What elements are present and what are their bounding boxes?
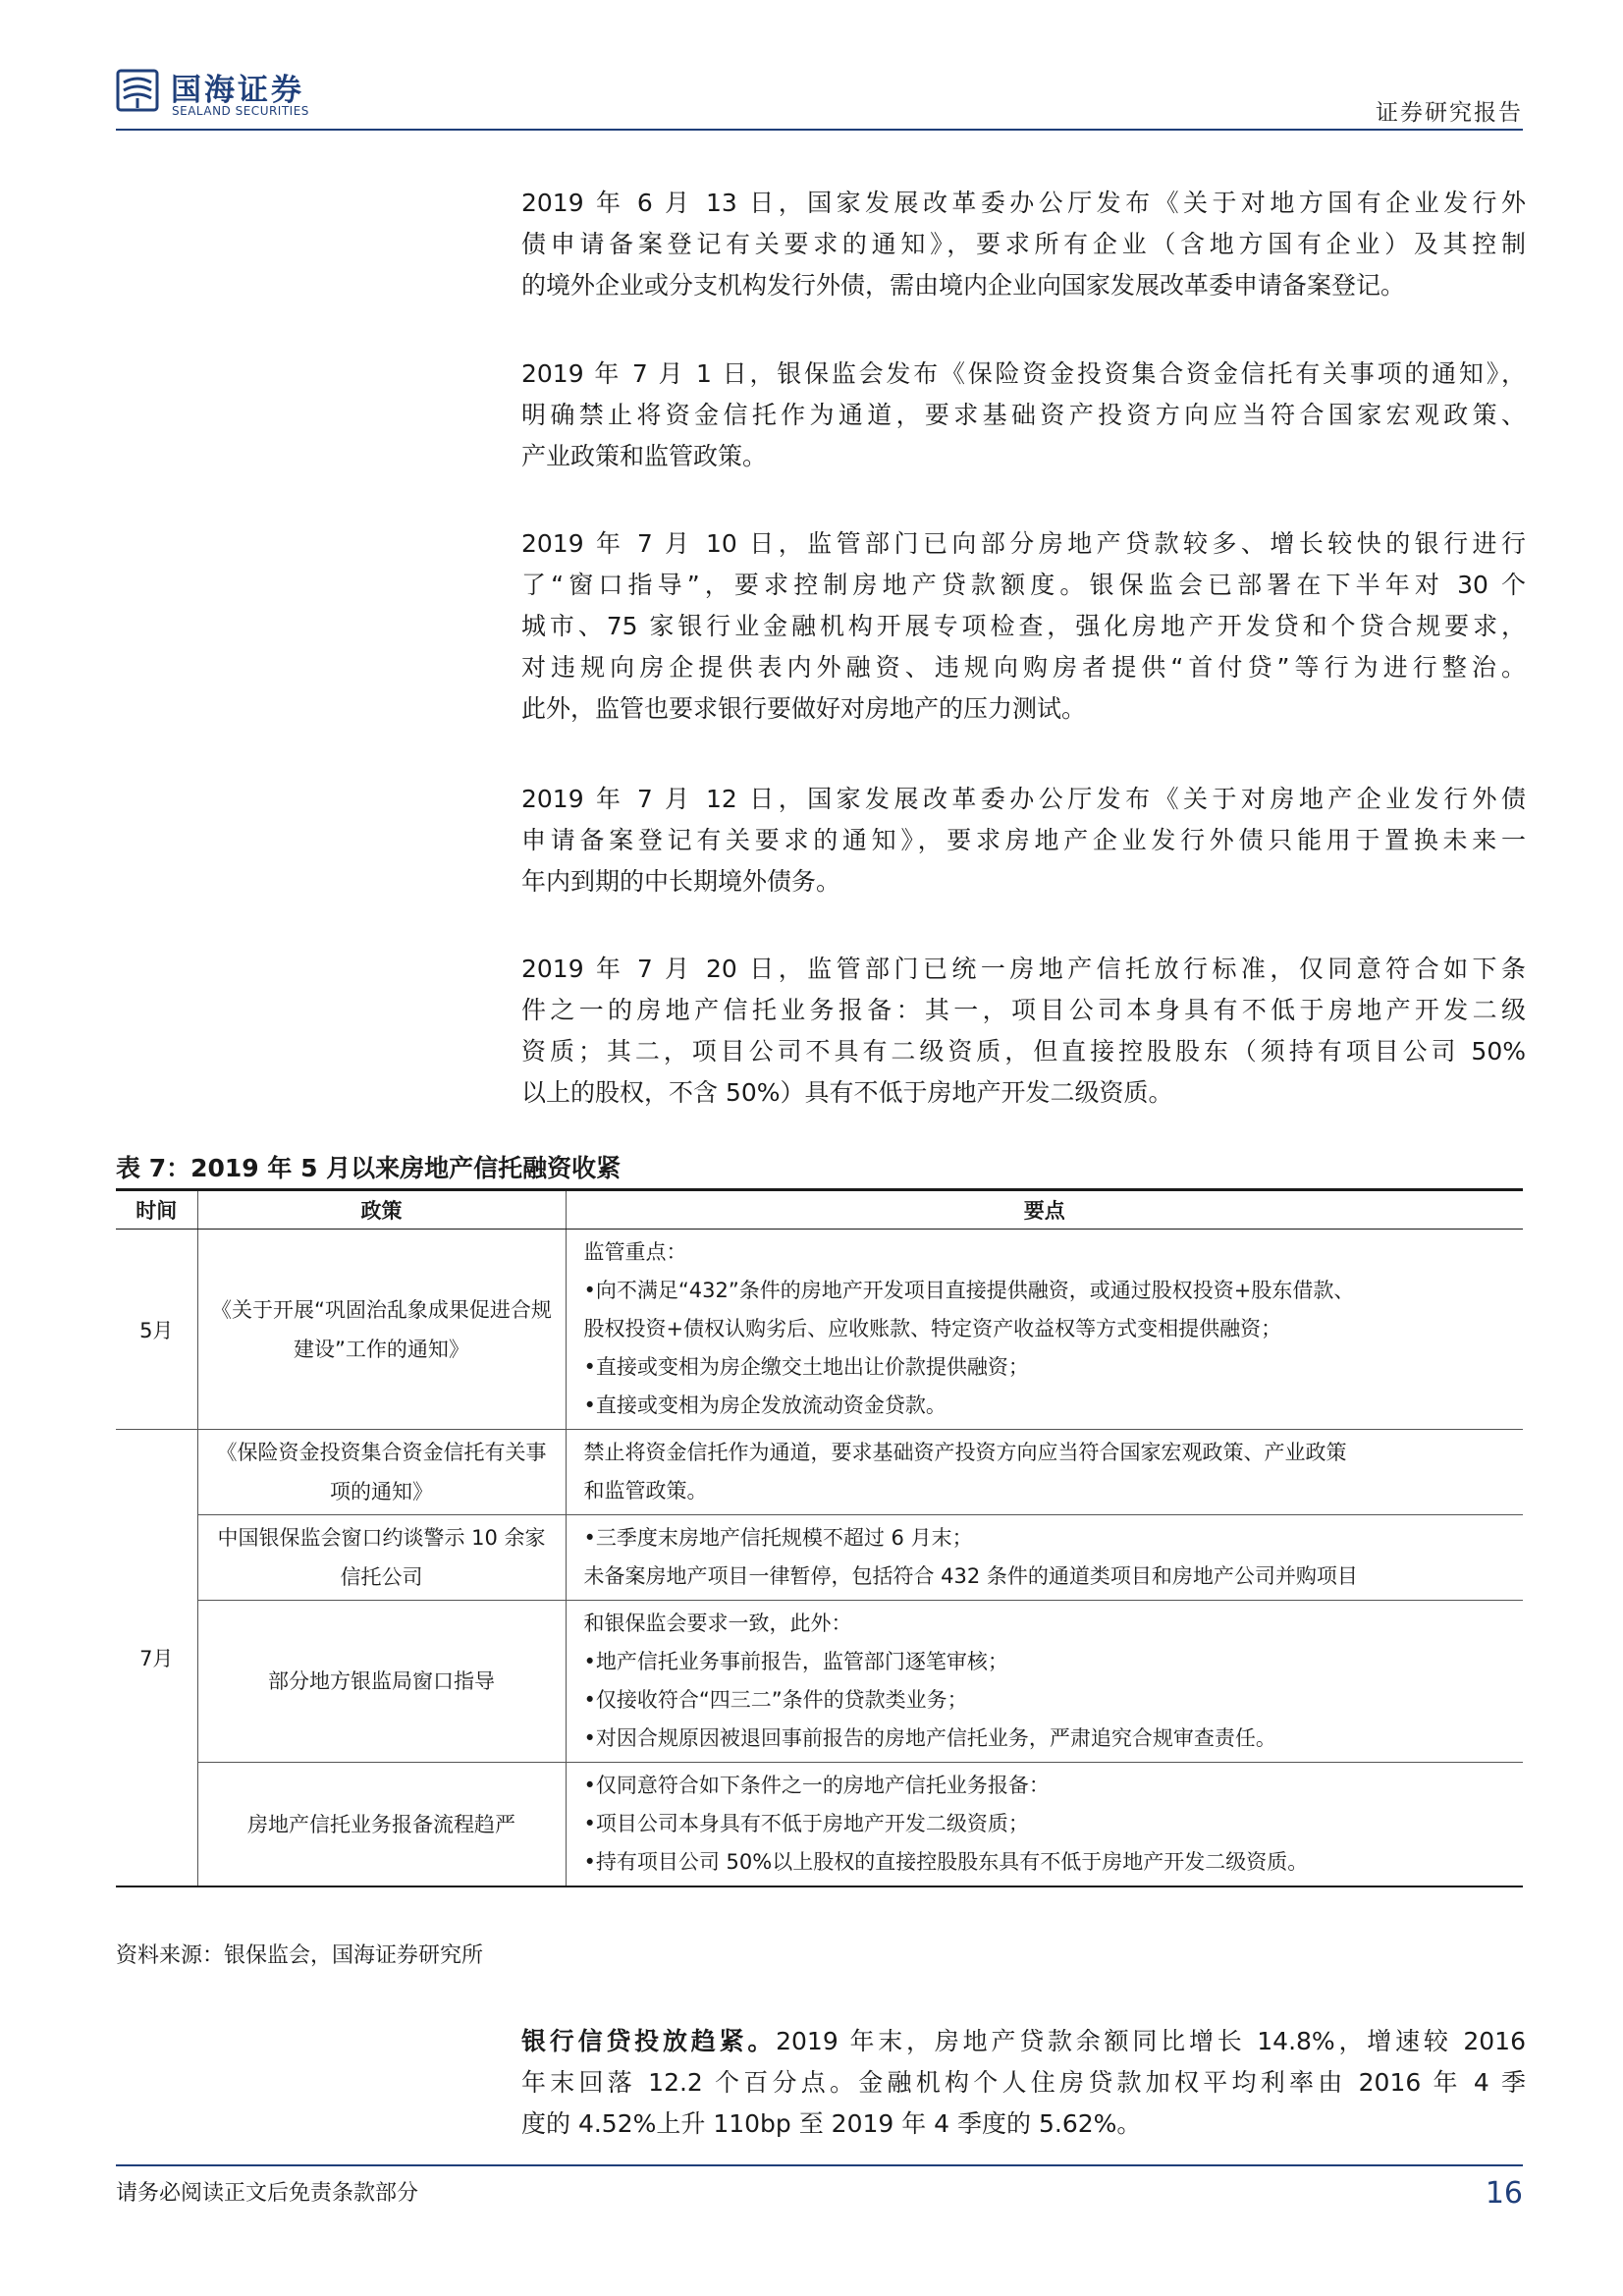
policy-table [116, 1188, 1523, 1887]
point-line: •三季度末房地产信托规模不超过 6 月末； [583, 1526, 973, 1550]
point-line: 和银保监会要求一致，此外： [583, 1612, 852, 1635]
paragraph-line: 2019 年 6 月 13 日，国家发展改革委办公厅发布《关于对地方国有企业发行外 [521, 189, 1526, 217]
paragraph-4 [521, 779, 1526, 902]
paragraph-line: 申请备案登记有关要求的通知》，要求房地产企业发行外债只能用于置换未来一 [521, 826, 1526, 854]
table-row [116, 1763, 1523, 1887]
table-source-note: 资料来源：银保监会，国海证券研究所 [116, 1943, 484, 1968]
point-line: •地产信托业务事前报告，监管部门逐笔审核； [583, 1650, 1008, 1673]
point-line: •直接或变相为房企缴交土地出让价款提供融资； [583, 1355, 1029, 1379]
paragraph-3 [521, 523, 1526, 730]
page-number: 16 [1485, 2176, 1523, 2211]
paragraph-closing [521, 2021, 1526, 2145]
point-line: 禁止将资金信托作为通道，要求基础资产投资方向应当符合国家宏观政策、产业政策 [583, 1441, 1347, 1464]
bold-lead: 银行信贷投放趋紧。 [521, 2027, 777, 2055]
header-points: 要点 [566, 1190, 1523, 1230]
header-time: 时间 [116, 1190, 197, 1230]
point-line: •持有项目公司 50%以上股权的直接控股股东具有不低于房地产开发二级资质。 [583, 1850, 1309, 1874]
paragraph-line: 城市、75 家银行业金融机构开展专项检查，强化房地产开发贷和个贷合规要求， [521, 612, 1526, 640]
points-cell [566, 1230, 1523, 1430]
paragraph-line: 年内到期的中长期境外债务。 [521, 867, 841, 896]
sealand-logo-icon [116, 69, 159, 112]
policy-cell: 房地产信托业务报备流程趋严 [197, 1763, 566, 1887]
point-line: •仅同意符合如下条件之一的房地产信托业务报备： [583, 1774, 1050, 1797]
paragraph-line: 产业政策和监管政策。 [521, 442, 768, 470]
points-cell [566, 1763, 1523, 1887]
policy-cell: 《关于开展“巩固治乱象成果促进合规建设”工作的通知》 [197, 1230, 566, 1430]
paragraph-5 [521, 949, 1526, 1114]
paragraph-2 [521, 354, 1526, 477]
header-policy: 政策 [197, 1190, 566, 1230]
paragraph-line: 资质；其二，项目公司不具有二级资质，但直接控股股东（须持有项目公司 50% [521, 1037, 1526, 1066]
paragraph-line [521, 2021, 1526, 2062]
paragraph-line: 度的 4.52%上升 110bp 至 2019 年 4 季度的 5.62%。 [521, 2109, 1142, 2138]
paragraph-line: 2019 年 7 月 10 日，监管部门已向部分房地产贷款较多、增长较快的银行进行 [521, 529, 1526, 558]
table-title: 表 7：2019 年 5 月以来房地产信托融资收紧 [116, 1154, 622, 1182]
paragraph-line: 2019 年 7 月 12 日，国家发展改革委办公厅发布《关于对房地产企业发行外债 [521, 785, 1526, 813]
paragraph-line: 此外，监管也要求银行要做好对房地产的压力测试。 [521, 694, 1087, 723]
brand-name-cn: 国海证券 [171, 73, 304, 108]
point-line: 股权投资+债权认购劣后、应收账款、特定资产收益权等方式变相提供融资； [583, 1317, 1282, 1340]
table-row [116, 1601, 1523, 1763]
paragraph-line: 对违规向房企提供表内外融资、违规向购房者提供“首付贷”等行为进行整治。 [521, 653, 1526, 682]
paragraph-line: 债申请备案登记有关要求的通知》，要求所有企业（含地方国有企业）及其控制 [521, 230, 1526, 258]
points-cell [566, 1430, 1523, 1515]
report-type-label: 证券研究报告 [1376, 100, 1523, 126]
page-header [0, 0, 1623, 137]
paragraph-line: 2019 年 7 月 1 日，银保监会发布《保险资金投资集合资金信托有关事项的通知》， [521, 359, 1526, 388]
point-line: •向不满足“432”条件的房地产开发项目直接提供融资，或通过股权投资+股东借款、 [583, 1279, 1355, 1302]
paragraph-line: 件之一的房地产信托业务报备：其一，项目公司本身具有不低于房地产开发二级 [521, 996, 1526, 1024]
month-cell: 5月 [116, 1230, 197, 1430]
disclaimer-note: 请务必阅读正文后免责条款部分 [116, 2181, 419, 2206]
table-row [116, 1515, 1523, 1601]
paragraph-line: 2019 年 7 月 20 日，监管部门已统一房地产信托放行标准，仅同意符合如下条 [521, 955, 1526, 983]
point-line: •项目公司本身具有不低于房地产开发二级资质； [583, 1812, 1029, 1835]
brand-name-en: SEALAND SECURITIES [172, 104, 309, 118]
points-cell [566, 1515, 1523, 1601]
paragraph-line: 以上的股权，不含 50%）具有不低于房地产开发二级资质。 [521, 1078, 1173, 1107]
table-row [116, 1430, 1523, 1515]
point-line: •直接或变相为房企发放流动资金贷款。 [583, 1394, 947, 1417]
paragraph-line: 明确禁止将资金信托作为通道，要求基础资产投资方向应当符合国家宏观政策、 [521, 401, 1526, 429]
paragraph-line: 了“窗口指导”，要求控制房地产贷款额度。银保监会已部署在下半年对 30 个 [521, 571, 1526, 599]
point-line: •仅接收符合“四三二”条件的贷款类业务； [583, 1688, 968, 1712]
paragraph-1 [521, 183, 1526, 306]
policy-cell: 《保险资金投资集合资金信托有关事项的通知》 [197, 1430, 566, 1515]
paragraph-line: 年末回落 12.2 个百分点。金融机构个人住房贷款加权平均利率由 2016 年 4 季 [521, 2068, 1526, 2097]
footer-divider [116, 2164, 1523, 2166]
point-line: 监管重点： [583, 1240, 687, 1264]
point-line: 未备案房地产项目一律暂停，包括符合 432 条件的通道类项目和房地产公司并购项目 [583, 1564, 1358, 1588]
paragraph-line: 的境外企业或分支机构发行外债，需由境内企业向国家发展改革委申请备案登记。 [521, 271, 1406, 300]
point-line: •对因合规原因被退回事前报告的房地产信托业务，严肃追究合规审查责任。 [583, 1726, 1276, 1750]
table-header-row [116, 1190, 1523, 1230]
closing-line1-text: 2019 年末，房地产贷款余额同比增长 14.8%，增速较 2016 [776, 2027, 1526, 2055]
point-line: 和监管政策。 [583, 1479, 708, 1503]
table-row [116, 1230, 1523, 1430]
points-cell [566, 1601, 1523, 1763]
policy-cell: 部分地方银监局窗口指导 [197, 1601, 566, 1763]
header-divider [116, 129, 1523, 131]
month-cell: 7月 [116, 1430, 197, 1887]
policy-cell: 中国银保监会窗口约谈警示 10 余家信托公司 [197, 1515, 566, 1601]
